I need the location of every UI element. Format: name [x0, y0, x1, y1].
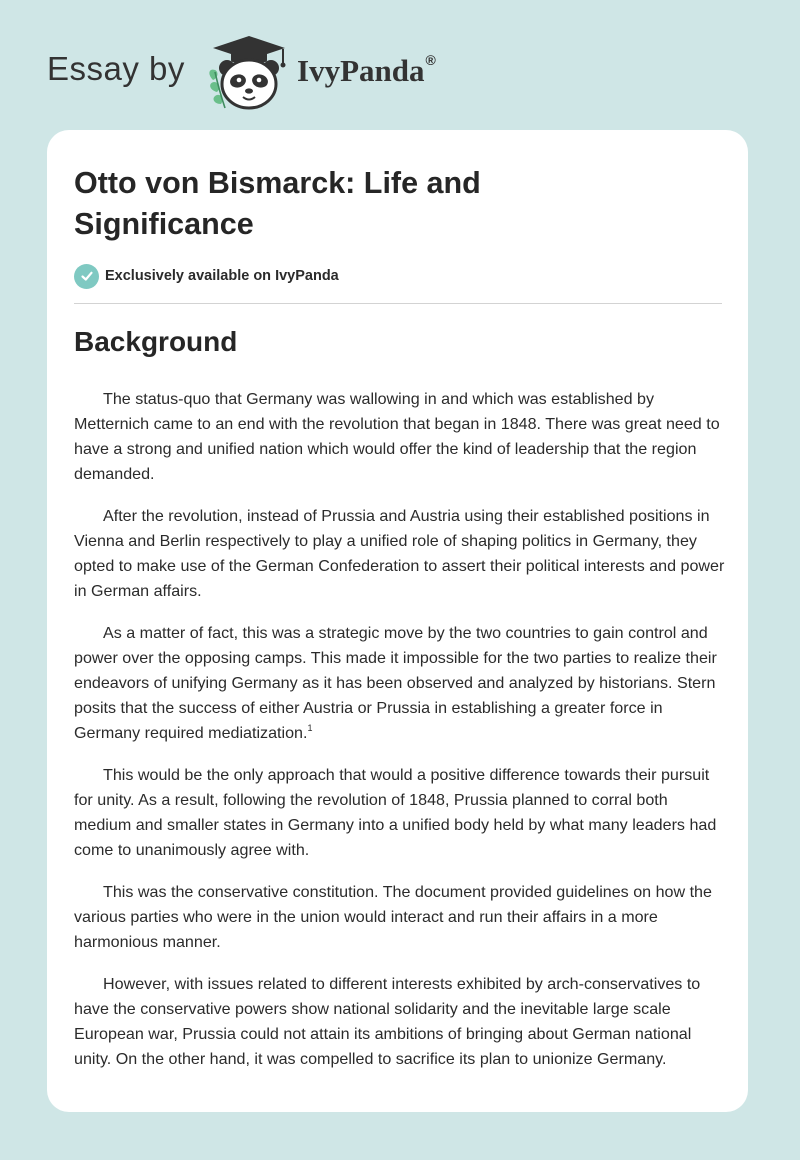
brand-text: IvyPanda	[297, 53, 425, 88]
paragraph: This was the conservative constitution. The document provided guidelines on how the various parties who were in the union would interact and run their affairs in a more harmonious manner.	[74, 883, 712, 951]
exclusive-badge-text: Exclusively available on IvyPanda	[105, 268, 339, 284]
paragraph: However, with issues related to different interests exhibited by arch-conservatives to have the conservative powers show national solidarity and the inevitable large scale European war, Prussia could not attain its ambitions of bringing about German national unity. On the other hand, it was compelled to sacrifice its plan to unionize Germany.	[74, 975, 701, 1068]
brand-name	[297, 52, 436, 89]
exclusive-badge	[74, 263, 339, 289]
site-header	[47, 30, 507, 110]
paragraph	[74, 621, 726, 746]
paragraph: The status-quo that Germany was wallowing in and which was established by Metternich came to an end with the revolution that began in 1848. There was great need to have a strong and unified nation which would offer the kind of leadership that the region demanded.	[74, 390, 720, 483]
paragraph: This would be the only approach that would a positive difference towards their pursuit for unity. As a result, following the revolution of 1848, Prussia planned to corral both medium and smaller states in Germany into a unified body held by what many leaders had come to unanimously agree with.	[74, 766, 717, 859]
footnote-marker[interactable]: 1	[307, 723, 313, 733]
paragraph: After the revolution, instead of Prussia and Austria using their established positions in Vienna and Berlin respectively to play a unified role of shaping politics in Germany, they opted to make use of the German Confederation to assert their political interests and power in German affairs.	[74, 507, 725, 600]
registered-mark: ®	[425, 52, 436, 68]
essay-card	[47, 130, 748, 1112]
essay-by-label: Essay by	[47, 50, 185, 87]
check-circle-icon	[74, 264, 99, 289]
section-heading: Background	[74, 326, 238, 357]
essay-body	[74, 387, 726, 1089]
panda-logo-icon	[203, 34, 295, 112]
essay-title: Otto von Bismarck: Life and Significance	[74, 166, 481, 241]
paragraph-text: As a matter of fact, this was a strategic move by the two countries to gain control and power over the opposing camps. This made it impossible for the two parties to realize their endeavors of unifying Germany as it has been observed and analyzed by historians. Stern posits that the success of either Austria or Prussia in establishing a greater force in Germany required mediatization.	[74, 624, 717, 742]
divider	[74, 303, 722, 304]
